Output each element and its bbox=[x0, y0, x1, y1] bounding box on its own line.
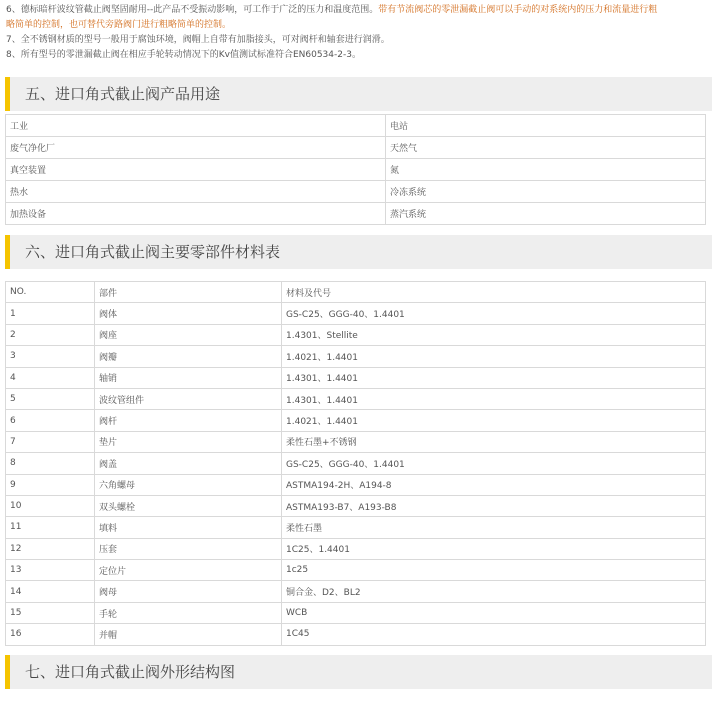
section-heading-5 bbox=[5, 77, 712, 111]
intro-line-6a: 6、德标暗杆波纹管截止阀坚固耐用--此产品不受振动影响，可工作于广泛的压力和温度范围。 bbox=[6, 5, 379, 15]
table-cell: 天然气 bbox=[386, 137, 706, 159]
table-cell: 废气净化厂 bbox=[6, 137, 386, 159]
table-row bbox=[6, 495, 706, 516]
accent-bar bbox=[5, 655, 10, 689]
table-cell: 手轮 bbox=[95, 602, 282, 623]
table-cell: 电站 bbox=[386, 115, 706, 137]
table-cell: 柔性石墨 bbox=[282, 517, 706, 538]
table-cell: 1.4301、1.4401 bbox=[282, 388, 706, 409]
table-cell: 压套 bbox=[95, 538, 282, 559]
table-cell: 10 bbox=[6, 495, 95, 516]
table-cell: 1c25 bbox=[282, 560, 706, 581]
table-cell: 轴销 bbox=[95, 367, 282, 388]
accent-bar bbox=[5, 77, 10, 111]
table-cell: 阀体 bbox=[95, 303, 282, 324]
table-cell: 12 bbox=[6, 538, 95, 559]
table-row bbox=[6, 367, 706, 388]
table-cell: 六角螺母 bbox=[95, 474, 282, 495]
table-cell: NO. bbox=[6, 282, 95, 303]
table-cell: GS-C25、GGG-40、1.4401 bbox=[282, 453, 706, 474]
table-cell: 垫片 bbox=[95, 431, 282, 452]
table-cell: 1.4021、1.4401 bbox=[282, 410, 706, 431]
table-row bbox=[6, 431, 706, 452]
table-cell: 6 bbox=[6, 410, 95, 431]
section-heading-7 bbox=[5, 655, 712, 689]
table-cell: 8 bbox=[6, 453, 95, 474]
table-cell: 波纹管组件 bbox=[95, 388, 282, 409]
intro-line-6c: 略简单的控制，也可替代旁路阀门进行粗略简单的控制。 bbox=[6, 20, 232, 30]
table-cell: 阀瓣 bbox=[95, 346, 282, 367]
table-cell: 蒸汽系统 bbox=[386, 203, 706, 225]
table-cell: 9 bbox=[6, 474, 95, 495]
table-row bbox=[6, 303, 706, 324]
table-cell: 真空装置 bbox=[6, 159, 386, 181]
section-title-7: 七、进口角式截止阀外形结构图 bbox=[25, 662, 236, 681]
table-cell: 1.4021、1.4401 bbox=[282, 346, 706, 367]
table-header-row bbox=[6, 282, 706, 303]
intro-line-6b: 带有节流阀芯的零泄漏截止阀可以手动的对系统内的压力和流量进行粗 bbox=[378, 5, 658, 15]
usage-table bbox=[5, 114, 706, 225]
table-cell: 1C45 bbox=[282, 624, 706, 645]
table-cell: 加热设备 bbox=[6, 203, 386, 225]
table-cell: 16 bbox=[6, 624, 95, 645]
table-cell: 材料及代号 bbox=[282, 282, 706, 303]
materials-table bbox=[5, 281, 706, 646]
table-row bbox=[6, 624, 706, 645]
table-cell: 15 bbox=[6, 602, 95, 623]
table-row bbox=[6, 159, 706, 181]
table-row bbox=[6, 115, 706, 137]
table-cell: 并帽 bbox=[95, 624, 282, 645]
table-cell: 14 bbox=[6, 581, 95, 602]
table-row bbox=[6, 324, 706, 345]
table-cell: 部件 bbox=[95, 282, 282, 303]
table-row bbox=[6, 560, 706, 581]
table-cell: 氮 bbox=[386, 159, 706, 181]
table-row bbox=[6, 581, 706, 602]
table-cell: 柔性石墨+不锈钢 bbox=[282, 431, 706, 452]
table-cell: 7 bbox=[6, 431, 95, 452]
table-row bbox=[6, 602, 706, 623]
table-row bbox=[6, 517, 706, 538]
section-title-5: 五、进口角式截止阀产品用途 bbox=[25, 85, 221, 103]
table-cell: 铜合金、D2、BL2 bbox=[282, 581, 706, 602]
table-row bbox=[6, 538, 706, 559]
intro-text bbox=[0, 0, 715, 63]
table-row bbox=[6, 410, 706, 431]
section-heading-6 bbox=[5, 235, 712, 269]
table-cell: 11 bbox=[6, 517, 95, 538]
table-cell: 阀盖 bbox=[95, 453, 282, 474]
table-cell: 阀母 bbox=[95, 581, 282, 602]
table-cell: 1 bbox=[6, 303, 95, 324]
table-cell: 3 bbox=[6, 346, 95, 367]
table-row bbox=[6, 137, 706, 159]
table-cell: 1C25、1.4401 bbox=[282, 538, 706, 559]
accent-bar bbox=[5, 235, 10, 269]
table-cell: ASTMA193-B7、A193-B8 bbox=[282, 495, 706, 516]
table-row bbox=[6, 453, 706, 474]
intro-line-6 bbox=[6, 3, 709, 18]
table-cell: 阀杆 bbox=[95, 410, 282, 431]
intro-line-8: 8、所有型号的零泄漏截止阀在相应手轮转动情况下的Kv值测试标准符合EN60534-2-3。 bbox=[6, 50, 361, 60]
table-cell: 13 bbox=[6, 560, 95, 581]
table-cell: 阀座 bbox=[95, 324, 282, 345]
table-cell: 1.4301、Stellite bbox=[282, 324, 706, 345]
table-cell: ASTMA194-2H、A194-8 bbox=[282, 474, 706, 495]
table-cell: 双头螺栓 bbox=[95, 495, 282, 516]
table-cell: 4 bbox=[6, 367, 95, 388]
table-cell: 定位片 bbox=[95, 560, 282, 581]
table-cell: 5 bbox=[6, 388, 95, 409]
table-row bbox=[6, 203, 706, 225]
table-cell: 2 bbox=[6, 324, 95, 345]
table-row bbox=[6, 346, 706, 367]
table-cell: 填料 bbox=[95, 517, 282, 538]
table-cell: 热水 bbox=[6, 181, 386, 203]
table-cell: 1.4301、1.4401 bbox=[282, 367, 706, 388]
table-cell: 工业 bbox=[6, 115, 386, 137]
intro-line-7: 7、全不锈钢材质的型号一般用于腐蚀环境，阀帽上自带有加脂接头，可对阀杆和轴套进行润滑。 bbox=[6, 35, 390, 45]
section-title-6: 六、进口角式截止阀主要零部件材料表 bbox=[25, 243, 281, 261]
table-row bbox=[6, 474, 706, 495]
table-row bbox=[6, 181, 706, 203]
table-cell: WCB bbox=[282, 602, 706, 623]
table-cell: 冷冻系统 bbox=[386, 181, 706, 203]
table-row bbox=[6, 388, 706, 409]
table-cell: GS-C25、GGG-40、1.4401 bbox=[282, 303, 706, 324]
